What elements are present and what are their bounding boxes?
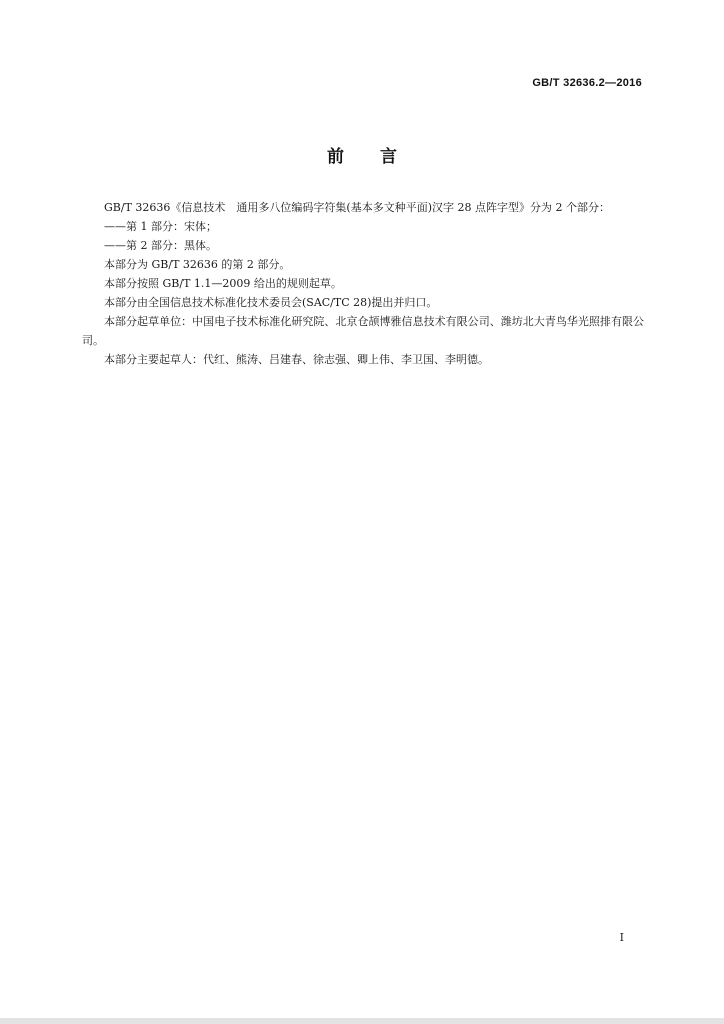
paragraph-part-statement: 本部分为 GB/T 32636 的第 2 部分。 bbox=[104, 258, 291, 271]
standard-number: GB/T 32636.2—2016 bbox=[532, 77, 642, 89]
paragraph-drafting-units: 本部分起草单位：中国电子技术标准化研究院、北京仓颉博雅信息技术有限公司、潍坊北大青鸟华光照排有限公司。 bbox=[82, 315, 644, 347]
paragraph-intro: GB/T 32636《信息技术 通用多八位编码字符集(基本多文种平面)汉字 28 点阵字型》分为 2 个部分： bbox=[104, 201, 610, 214]
paragraph-proposer: 本部分由全国信息技术标准化技术委员会(SAC/TC 28)提出并归口。 bbox=[104, 296, 438, 309]
list-item-part-2: ——第 2 部分：黑体。 bbox=[104, 239, 217, 252]
page-number: I bbox=[619, 931, 624, 944]
page-title: 前言 bbox=[327, 147, 433, 167]
scan-bottom-edge bbox=[0, 1018, 724, 1024]
list-item-part-1: ——第 1 部分：宋体； bbox=[104, 220, 217, 233]
paragraph-drafting-rules: 本部分按照 GB/T 1.1—2009 给出的规则起草。 bbox=[104, 277, 342, 290]
paragraph-drafters: 本部分主要起草人：代红、熊涛、吕建春、徐志强、卿上伟、李卫国、李明德。 bbox=[104, 353, 489, 366]
foreword-body bbox=[82, 198, 644, 369]
